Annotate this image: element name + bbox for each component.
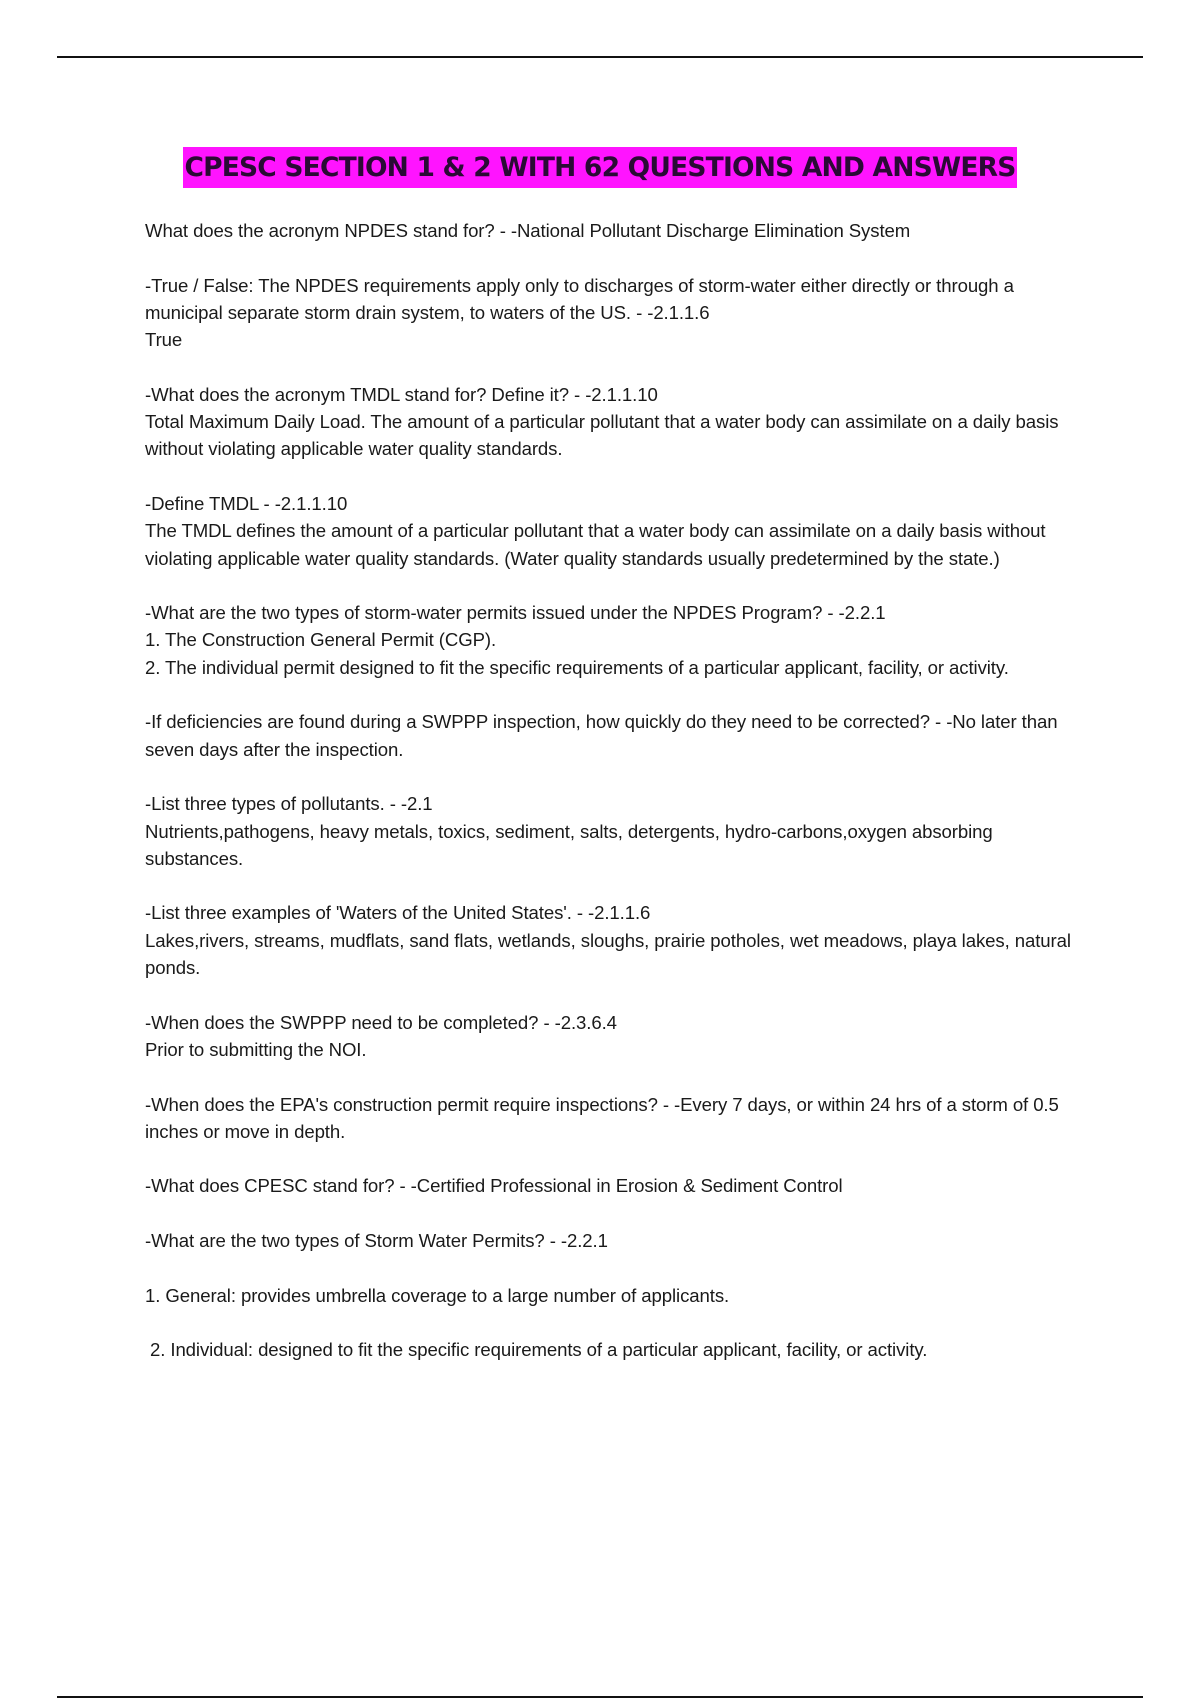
- question-text: 1. General: provides umbrella coverage to a large number of applicants.: [145, 1284, 730, 1306]
- title-container: [0, 147, 1200, 188]
- question-text: -True / False: The NPDES requirements apply only to discharges of storm-water either directly or through a municipal separate storm drain system, to waters of the US. - -2.1.1.6: [145, 274, 1014, 323]
- answer-text: Nutrients,pathogens, heavy metals, toxics, sediment, salts, detergents, hydro-carbons,oxygen absorbing substances.: [145, 820, 993, 869]
- qa-paragraph: [145, 1282, 1090, 1309]
- answer-text: Total Maximum Daily Load. The amount of a particular pollutant that a water body can assimilate on a daily basis without violating applicable water quality standards.: [145, 411, 1059, 460]
- answer-text: Prior to submitting the NOI.: [145, 1038, 367, 1060]
- qa-paragraph: [145, 1091, 1090, 1146]
- question-text: -When does the EPA's construction permit require inspections? - -Every 7 days, or within 24 hrs of a storm of 0.5 inches or move in depth.: [145, 1093, 1059, 1142]
- question-text: -List three examples of 'Waters of the United States'. - -2.1.1.6: [145, 902, 651, 924]
- qa-paragraph: [145, 272, 1090, 354]
- qa-paragraph: [145, 490, 1090, 572]
- answer-text: 2. The individual permit designed to fit the specific requirements of a particular applicant, facility, or activity.: [145, 656, 1009, 678]
- qa-paragraph: [145, 899, 1090, 981]
- question-text: -What are the two types of Storm Water Permits? - -2.2.1: [145, 1229, 608, 1251]
- question-text: -If deficiencies are found during a SWPPP inspection, how quickly do they need to be corrected? - -No later than seven days after the inspection.: [145, 711, 1058, 760]
- qa-paragraph: [145, 1009, 1090, 1064]
- answer-text: True: [145, 329, 183, 351]
- qa-paragraph: [145, 381, 1090, 463]
- qa-paragraph: [145, 217, 1090, 244]
- question-text: -When does the SWPPP need to be completed? - -2.3.6.4: [145, 1011, 617, 1033]
- document-body: [145, 217, 1090, 1391]
- question-text: 2. Individual: designed to fit the specific requirements of a particular applicant, facility, or activity.: [150, 1339, 928, 1361]
- qa-paragraph: [145, 599, 1090, 681]
- qa-paragraph: [145, 1227, 1090, 1254]
- document-title: CPESC SECTION 1 & 2 WITH 62 QUESTIONS AND ANSWERS: [183, 147, 1016, 188]
- qa-paragraph: [145, 708, 1090, 763]
- qa-paragraph: [145, 1336, 1090, 1363]
- question-text: -What are the two types of storm-water permits issued under the NPDES Program? - -2.2.1: [145, 602, 886, 624]
- question-text: -Define TMDL - -2.1.1.10: [145, 492, 348, 514]
- question-text: -What does CPESC stand for? - -Certified Professional in Erosion & Sediment Control: [145, 1175, 843, 1197]
- answer-text: Lakes,rivers, streams, mudflats, sand flats, wetlands, sloughs, prairie potholes, wet meadows, playa lakes, natural ponds.: [145, 929, 1071, 979]
- question-text: What does the acronym NPDES stand for? - -National Pollutant Discharge Elimination System: [145, 220, 911, 241]
- bottom-rule: [57, 1696, 1143, 1698]
- question-text: -What does the acronym TMDL stand for? Define it? - -2.1.1.10: [145, 383, 658, 405]
- answer-text: 1. The Construction General Permit (CGP).: [145, 629, 497, 651]
- qa-paragraph: [145, 790, 1090, 872]
- answer-text: The TMDL defines the amount of a particular pollutant that a water body can assimilate on a daily basis without violating applicable water quality standards. (Water quality standards usually predetermined by the state.): [145, 520, 1046, 569]
- top-rule: [57, 56, 1143, 58]
- qa-paragraph: [145, 1172, 1090, 1199]
- question-text: -List three types of pollutants. - -2.1: [145, 793, 433, 815]
